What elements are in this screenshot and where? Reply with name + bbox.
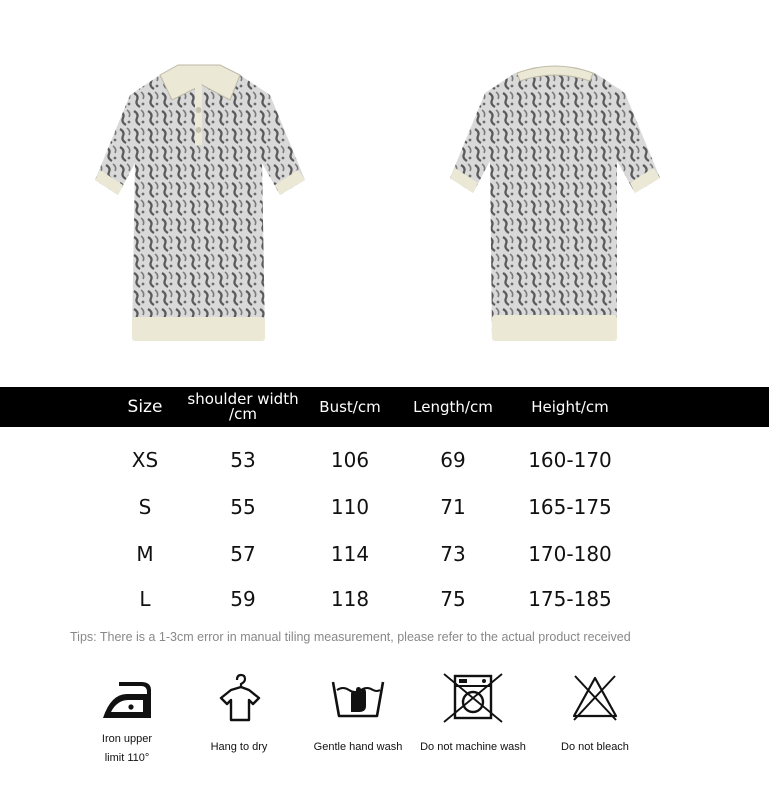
size-table-header [0, 387, 769, 427]
cell-length: 75 [440, 587, 466, 611]
care-label-line1: Hang to dry [210, 741, 268, 753]
table-row [0, 584, 769, 614]
header-height: Height/cm [531, 397, 609, 416]
cell-shoulder: 55 [230, 495, 256, 519]
cell-length: 69 [440, 448, 466, 472]
header-length: Length/cm [413, 397, 493, 416]
header-shoulder-width [180, 387, 306, 427]
header-shoulder-line2: /cm [229, 405, 257, 423]
care-item-no-machine-wash [413, 672, 533, 757]
product-image-back [445, 55, 675, 355]
cell-shoulder: 57 [230, 542, 256, 566]
cell-bust: 114 [330, 542, 370, 566]
product-image-front [90, 55, 320, 355]
cell-height: 165-175 [528, 495, 612, 519]
cell-size: XS [131, 448, 159, 472]
hand-wash-icon [329, 672, 387, 724]
care-item-hand-wash [298, 672, 418, 757]
cell-height: 175-185 [528, 587, 612, 611]
care-item-iron [67, 676, 187, 768]
care-label-line1: Do not machine wash [420, 741, 526, 753]
measurement-tips: Tips: There is a 1-3cm error in manual tiling measurement, please refer to the actual product received [70, 630, 631, 644]
polo-shirt-front-icon [90, 55, 320, 355]
cell-length: 73 [440, 542, 466, 566]
cell-bust: 118 [330, 587, 370, 611]
cell-length: 71 [440, 495, 466, 519]
cell-height: 170-180 [528, 542, 612, 566]
care-label-line1: Do not bleach [561, 741, 629, 753]
cell-shoulder: 53 [230, 448, 256, 472]
header-size: Size [127, 396, 163, 417]
cell-size: M [136, 542, 154, 566]
no-machine-wash-icon [440, 672, 506, 724]
hanger-shirt-icon [215, 672, 263, 724]
care-label-line1: Gentle hand wash [313, 741, 403, 753]
cell-bust: 106 [330, 448, 370, 472]
cell-shoulder: 59 [230, 587, 256, 611]
cell-height: 160-170 [528, 448, 612, 472]
table-row [0, 492, 769, 522]
care-item-hang-dry [179, 672, 299, 757]
table-row [0, 445, 769, 475]
header-shoulder-line1: shoulder width [187, 390, 299, 408]
table-row [0, 539, 769, 569]
care-label-line1: Iron upper [101, 733, 153, 745]
iron-icon [97, 676, 157, 724]
no-bleach-icon [570, 672, 620, 722]
care-label-line2: limit 110° [104, 752, 150, 764]
header-bust: Bust/cm [319, 397, 381, 416]
cell-size: S [138, 495, 152, 519]
cell-bust: 110 [330, 495, 370, 519]
cell-size: L [139, 587, 151, 611]
polo-shirt-back-icon [445, 55, 675, 355]
care-item-no-bleach [535, 672, 655, 757]
